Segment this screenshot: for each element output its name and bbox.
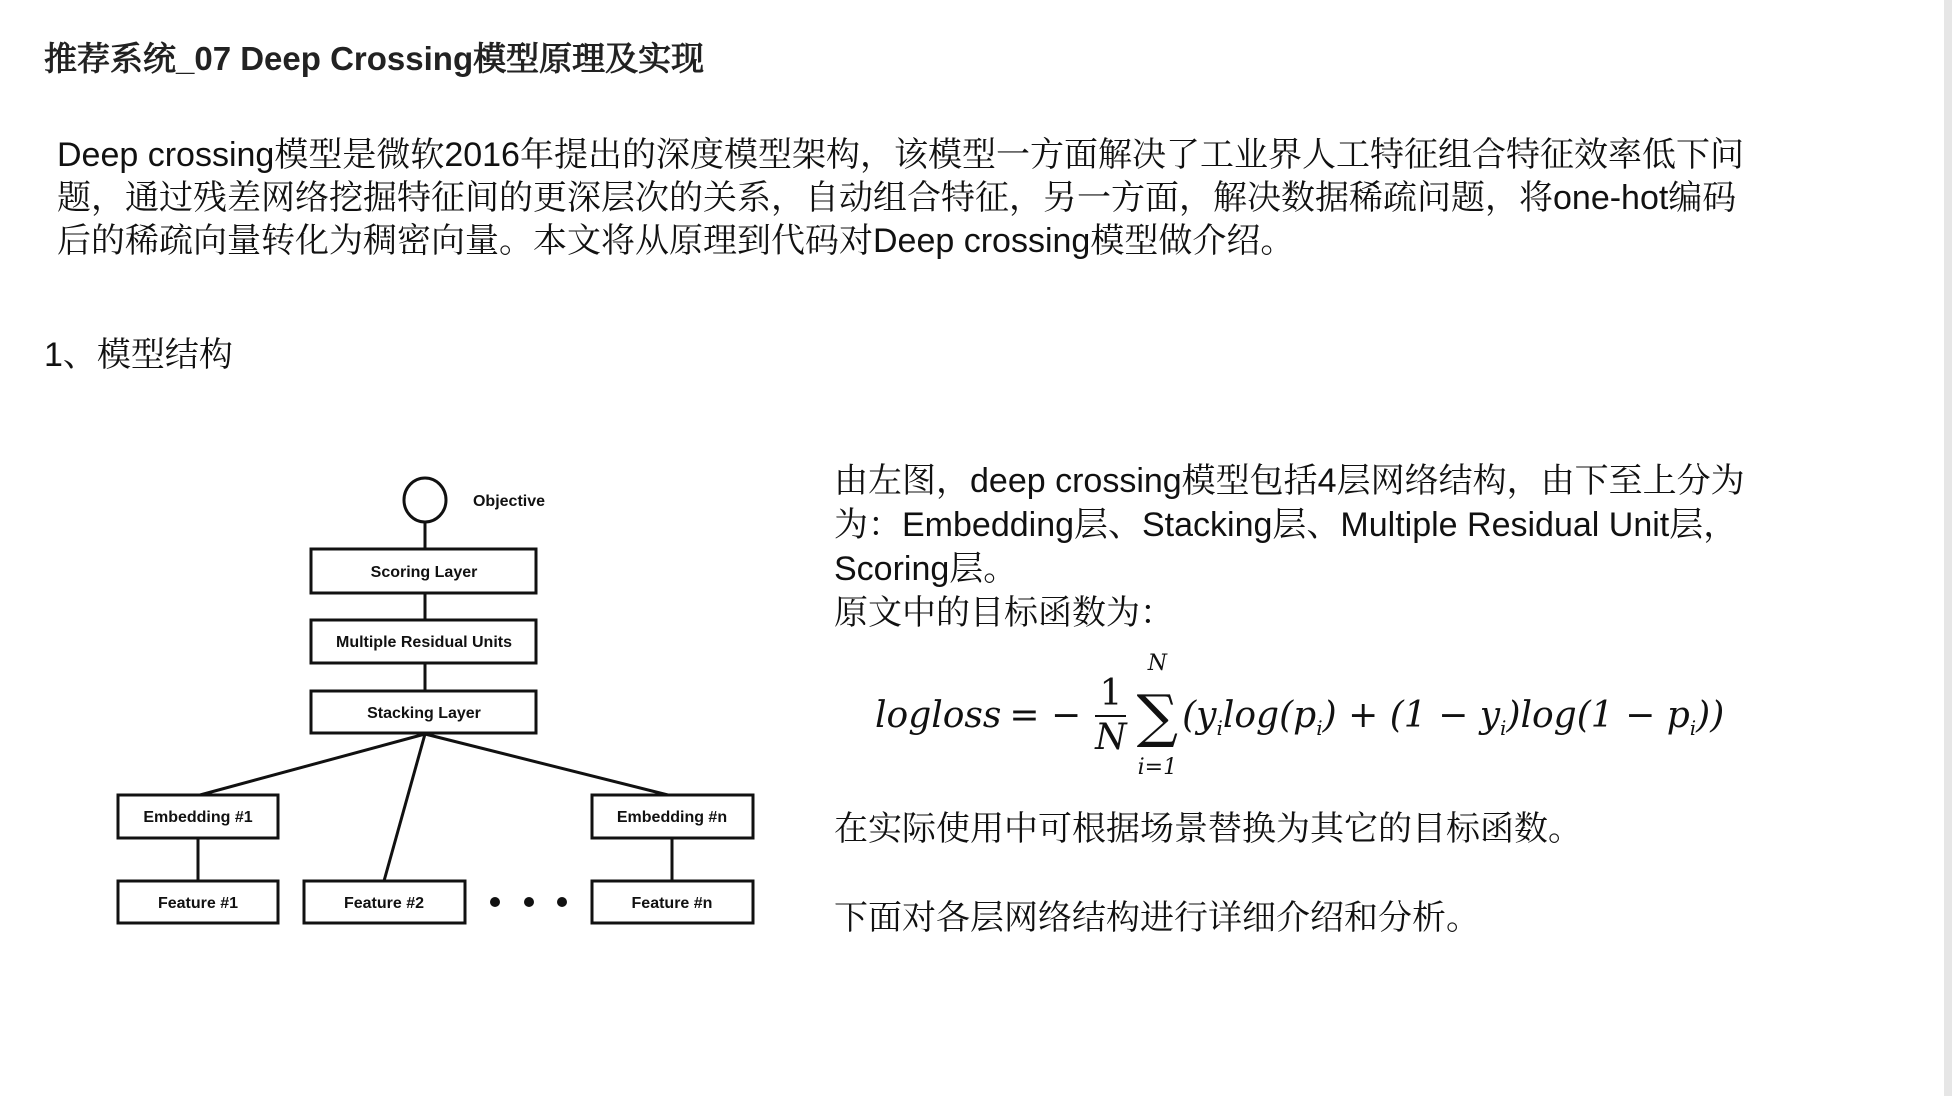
connector xyxy=(384,734,425,881)
formula-lhs: logloss xyxy=(875,695,1002,736)
objective-node xyxy=(404,478,446,522)
embedding-1-label: Embedding #1 xyxy=(143,809,253,826)
residual-units-label: Multiple Residual Units xyxy=(335,634,513,651)
scoring-layer-label: Scoring Layer xyxy=(370,564,478,581)
scrollbar[interactable] xyxy=(1944,0,1952,1096)
formula-fraction xyxy=(1095,673,1127,759)
logloss-formula xyxy=(875,644,1724,788)
sum-upper: N xyxy=(1147,651,1167,676)
fraction-numerator: 1 xyxy=(1095,673,1126,717)
description-line: 为：Embedding层、Stacking层、Multiple Residual Unit层， xyxy=(834,506,1738,544)
feature-2-label: Feature #2 xyxy=(343,895,425,912)
sum-symbol xyxy=(1137,650,1178,782)
description-line: 由左图，deep crossing模型包括4层网络结构，由下至上分为 xyxy=(834,462,1745,500)
intro-line: 后的稀疏向量转化为稠密向量。本文将从原理到代码对Deep crossing模型做介绍。 xyxy=(57,222,1295,260)
description-line: 原文中的目标函数为： xyxy=(834,594,1174,632)
sigma-glyph: ∑ xyxy=(1136,682,1179,750)
intro-line: Deep crossing模型是微软2016年提出的深度模型架构，该模型一方面解决了工业界人工特征组合特征效率低下问 xyxy=(57,136,1744,174)
section-heading: 1、模型结构 xyxy=(44,336,233,374)
sum-lower: i=1 xyxy=(1137,755,1178,780)
formula-eq: = − xyxy=(1009,695,1082,736)
stacking-layer-label: Stacking Layer xyxy=(367,705,481,722)
ellipsis-dots xyxy=(490,897,567,907)
formula-body: $(y_i\log(p_i) + (1 - y_i)\log(1 - p_i))$ xyxy=(1182,695,1725,741)
feature-1-label: Feature #1 xyxy=(157,895,239,912)
connector xyxy=(425,734,668,795)
intro-line: 题，通过残差网络挖掘特征间的更深层次的关系，自动组合特征，另一方面，解决数据稀疏问题，将one-hot编码 xyxy=(57,179,1737,217)
embedding-n-label: Embedding #n xyxy=(616,809,728,826)
note-text: 下面对各层网络结构进行详细介绍和分析。 xyxy=(834,899,1480,937)
note-text: 在实际使用中可根据场景替换为其它的目标函数。 xyxy=(834,810,1582,848)
page-title: 推荐系统_07 Deep Crossing模型原理及实现 xyxy=(44,40,705,77)
fraction-denominator: N xyxy=(1095,717,1127,758)
feature-n-label: Feature #n xyxy=(631,895,713,912)
structure-description xyxy=(834,459,1834,635)
objective-label: Objective xyxy=(472,493,546,510)
deep-crossing-diagram xyxy=(0,0,820,1096)
connector xyxy=(200,734,425,795)
description-line: Scoring层。 xyxy=(834,550,1018,588)
